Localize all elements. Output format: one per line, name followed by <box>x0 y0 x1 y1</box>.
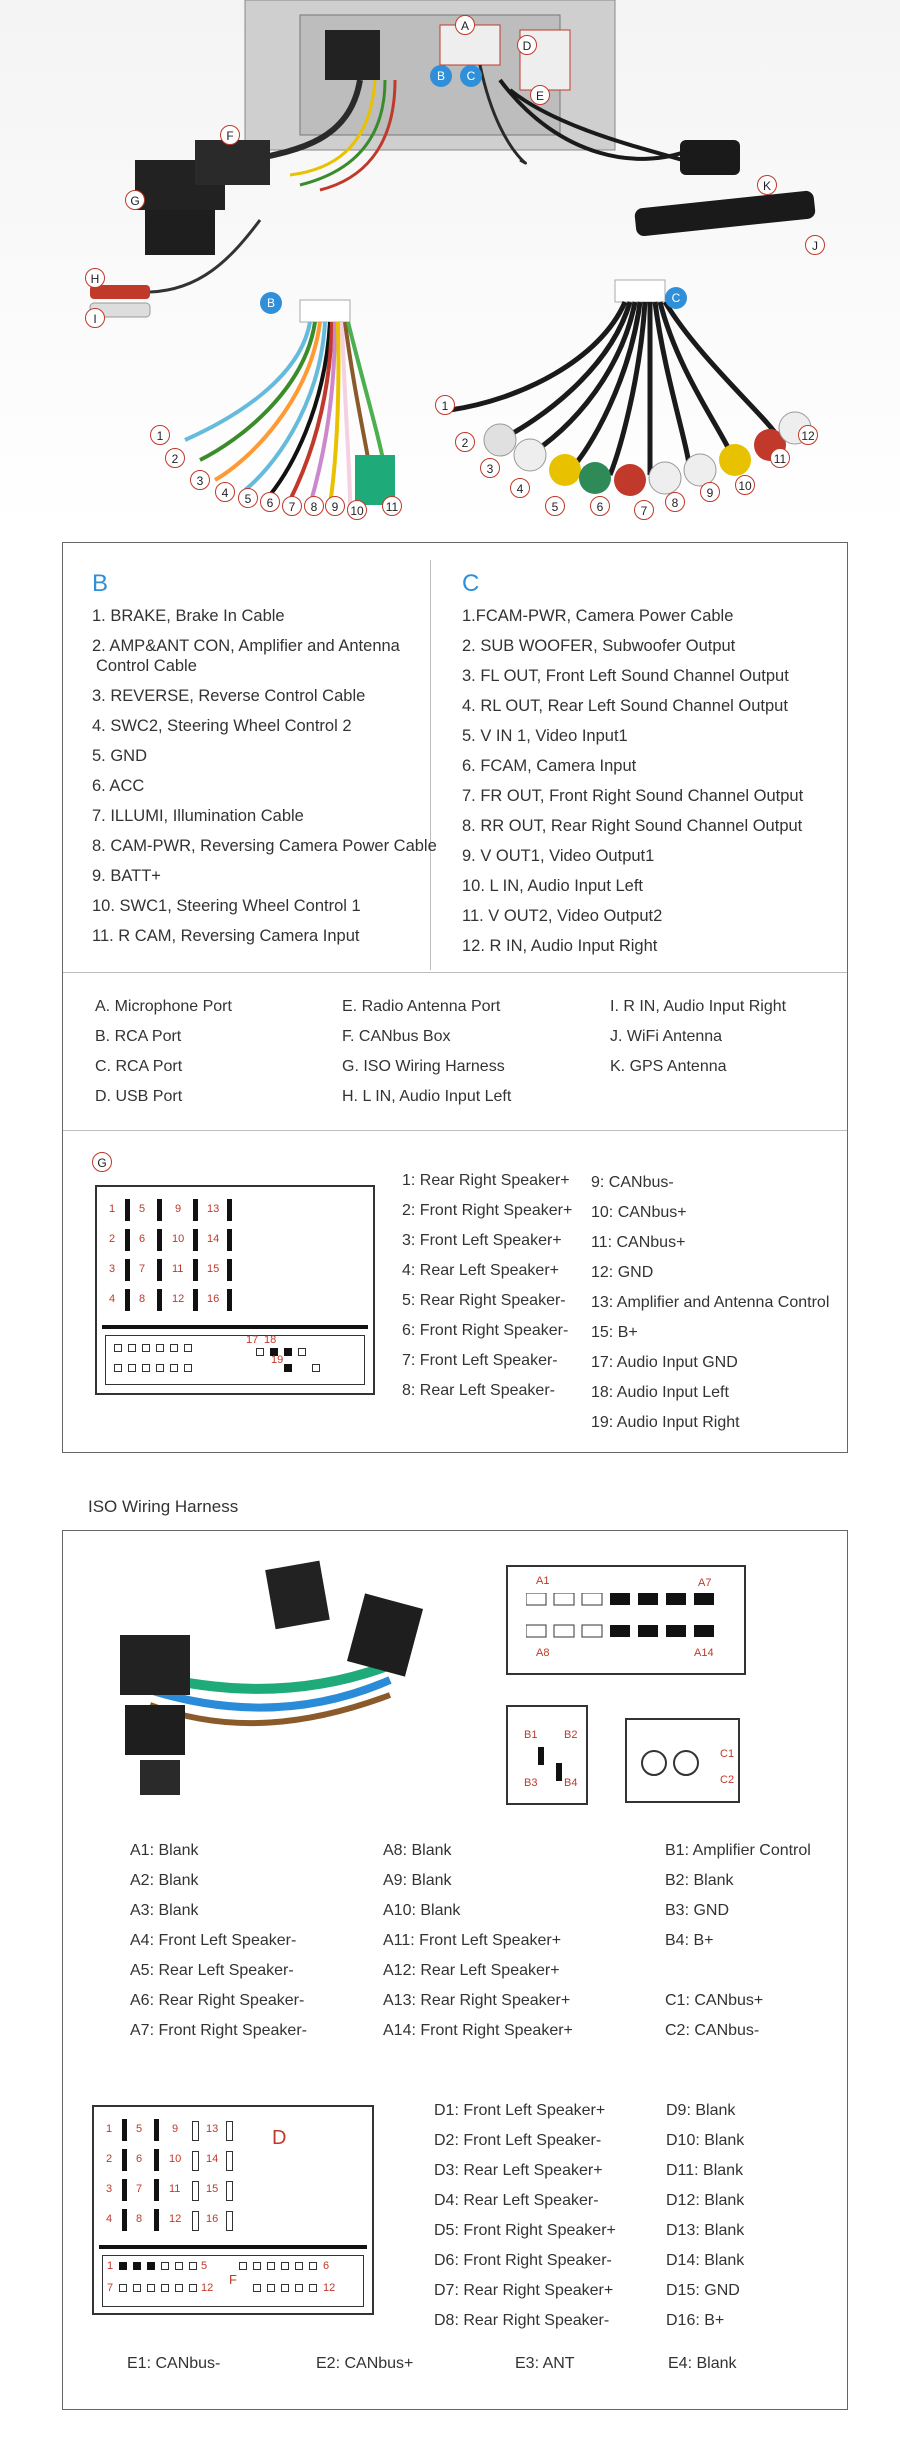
d-pin-block <box>154 2209 159 2231</box>
d-col2-8: D16: B+ <box>666 2312 725 2329</box>
g-slot <box>142 1344 150 1352</box>
c-item-2: 2. SUB WOOFER, Subwoofer Output <box>462 637 736 655</box>
d-col2-3: D11: Blank <box>666 2162 744 2179</box>
c-item-3: 3. FL OUT, Front Left Sound Channel Output <box>462 667 789 685</box>
d-col1-3: D3: Rear Left Speaker+ <box>434 2162 603 2179</box>
c-item-8: 8. RR OUT, Rear Right Sound Channel Output <box>462 817 803 835</box>
b-label-b4: B4 <box>564 1777 578 1789</box>
b-pin <box>538 1747 544 1765</box>
e-item-4: E4: Blank <box>668 2355 737 2372</box>
g-pin-1: 1 <box>109 1203 116 1215</box>
c-item-6: 6. FCAM, Camera Input <box>462 757 637 775</box>
d-pin-block <box>122 2179 127 2201</box>
f-slot <box>253 2284 261 2292</box>
d-pin-block <box>154 2149 159 2171</box>
b-item-11: 11. R CAM, Reversing Camera Input <box>92 927 360 945</box>
g-col2-6: 15: B+ <box>591 1324 638 1341</box>
g-pin-block <box>125 1199 130 1221</box>
d-pin-6: 6 <box>136 2153 143 2165</box>
d-col1-6: D6: Front Right Speaker- <box>434 2252 612 2269</box>
d-pin-block <box>122 2119 127 2141</box>
a-col1-4: A4: Front Left Speaker- <box>130 1932 297 1949</box>
c-round-port <box>641 1750 667 1776</box>
b-col-3: B3: GND <box>665 1902 730 1919</box>
d-connector-label: D <box>272 2127 287 2149</box>
d-pin-block <box>154 2119 159 2141</box>
port-e: E. Radio Antenna Port <box>342 998 501 1015</box>
b-item-7: 7. ILLUMI, Illumination Cable <box>92 807 304 825</box>
connector-a-slots <box>526 1593 726 1647</box>
f-slot <box>175 2284 183 2292</box>
g-slot <box>114 1364 122 1372</box>
a-col1-7: A7: Front Right Speaker- <box>130 2022 307 2039</box>
d-pin-14: 14 <box>206 2153 219 2165</box>
a-col2-4: A11: Front Left Speaker+ <box>383 1932 562 1949</box>
d-pin-16: 16 <box>206 2213 219 2225</box>
g-slot <box>114 1344 122 1352</box>
c-item-11: 11. V OUT2, Video Output2 <box>462 907 663 925</box>
callout-j: J <box>805 235 825 255</box>
g-badge: G <box>92 1152 112 1172</box>
d-col1-2: D2: Front Left Speaker- <box>434 2132 602 2149</box>
d-pin-12: 12 <box>169 2213 182 2225</box>
b-item-2: 2. AMP&ANT CON, Amplifier and Antenna <box>92 637 400 655</box>
wire-c-3: 3 <box>480 458 500 478</box>
c-item-4: 4. RL OUT, Rear Left Sound Channel Output <box>462 697 788 715</box>
g-connector-diagram <box>95 1185 375 1395</box>
a-col2-1: A8: Blank <box>383 1842 452 1859</box>
port-c: C. RCA Port <box>95 1058 183 1075</box>
b-item-4: 4. SWC2, Steering Wheel Control 2 <box>92 717 352 735</box>
callout-a: A <box>455 15 475 35</box>
callout-k: K <box>757 175 777 195</box>
f-slot <box>189 2284 197 2292</box>
d-pin-1: 1 <box>106 2123 113 2135</box>
g-slot <box>128 1344 136 1352</box>
b-item-10: 10. SWC1, Steering Wheel Control 1 <box>92 897 361 915</box>
e-item-2: E2: CANbus+ <box>316 2355 414 2372</box>
f-pin-12: 12 <box>201 2282 214 2294</box>
d-pin-block <box>122 2149 127 2171</box>
f-slot-filled <box>147 2262 155 2270</box>
a-col2-3: A10: Blank <box>383 1902 461 1919</box>
g-pin-block <box>125 1259 130 1281</box>
g-col1-2: 2: Front Right Speaker+ <box>402 1202 573 1219</box>
d-pin-block <box>154 2179 159 2201</box>
d-pin-3: 3 <box>106 2183 113 2195</box>
c-item-5: 5. V IN 1, Video Input1 <box>462 727 628 745</box>
f-slot <box>281 2284 289 2292</box>
iso-title: ISO Wiring Harness <box>88 1497 239 1516</box>
a-col2-7: A14: Front Right Speaker+ <box>383 2022 573 2039</box>
b-col-2: B2: Blank <box>665 1872 734 1889</box>
g-pin-block <box>193 1229 198 1251</box>
g-col2-7: 17: Audio Input GND <box>591 1354 738 1371</box>
badge-c: C <box>665 287 687 309</box>
g-pin-19: 19 <box>271 1354 284 1366</box>
d-col1-8: D8: Rear Right Speaker- <box>434 2312 610 2329</box>
wire-c-4: 4 <box>510 478 530 498</box>
g-pin-block <box>125 1229 130 1251</box>
d-pin-outline <box>226 2121 233 2141</box>
f-pin-12b: 12 <box>323 2282 336 2294</box>
port-f: F. CANbus Box <box>342 1028 451 1045</box>
f-slot <box>309 2262 317 2270</box>
b-label-b1: B1 <box>524 1729 538 1741</box>
g-divider-bar <box>102 1325 368 1329</box>
g-slot <box>256 1348 264 1356</box>
b-item-3: 3. REVERSE, Reverse Control Cable <box>92 687 366 705</box>
b-item-8: 8. CAM-PWR, Reversing Camera Power Cable <box>92 837 437 855</box>
f-slot <box>239 2262 247 2270</box>
g-slot <box>156 1344 164 1352</box>
f-slot <box>267 2284 275 2292</box>
g-pin-15: 15 <box>207 1263 220 1275</box>
d-divider-bar <box>99 2245 367 2249</box>
port-b: B. RCA Port <box>95 1028 182 1045</box>
wire-c-9: 9 <box>700 482 720 502</box>
a-col2-5: A12: Rear Left Speaker+ <box>383 1962 560 1979</box>
g-col1-3: 3: Front Left Speaker+ <box>402 1232 562 1249</box>
d-pin-7: 7 <box>136 2183 143 2195</box>
wire-b-6: 6 <box>260 492 280 512</box>
g-slot <box>170 1344 178 1352</box>
b-c-divider <box>430 560 431 970</box>
b-item-2-cont: Control Cable <box>96 657 197 675</box>
callout-f: F <box>220 125 240 145</box>
port-h: H. L IN, Audio Input Left <box>342 1088 512 1105</box>
g-slot-filled <box>284 1364 292 1372</box>
wire-c-1: 1 <box>435 395 455 415</box>
g-slot <box>128 1364 136 1372</box>
g-slot <box>312 1364 320 1372</box>
a-col2-6: A13: Rear Right Speaker+ <box>383 1992 571 2009</box>
e-item-3: E3: ANT <box>515 2355 575 2372</box>
d-col1-5: D5: Front Right Speaker+ <box>434 2222 616 2239</box>
connector-a <box>506 1565 746 1675</box>
g-col1-7: 7: Front Left Speaker- <box>402 1352 558 1369</box>
section-c-heading: C <box>462 570 480 597</box>
g-pin-block <box>227 1259 232 1281</box>
g-pin-4: 4 <box>109 1293 116 1305</box>
d-pin-block <box>122 2209 127 2231</box>
iso-harness-illustration <box>110 1555 440 1815</box>
d-col2-1: D9: Blank <box>666 2102 736 2119</box>
callout-d: D <box>517 35 537 55</box>
g-slot <box>156 1364 164 1372</box>
c-item-12: 12. R IN, Audio Input Right <box>462 937 658 955</box>
f-pin-5: 5 <box>201 2260 208 2272</box>
c-label-c1: C1 <box>720 1748 735 1760</box>
g-pin-block <box>227 1229 232 1251</box>
f-pin-7: 7 <box>107 2282 114 2294</box>
g-pin-17: 17 <box>246 1334 259 1346</box>
d-pin-outline <box>226 2181 233 2201</box>
d-pin-10: 10 <box>169 2153 182 2165</box>
wire-b-1: 1 <box>150 425 170 445</box>
port-a: A. Microphone Port <box>95 998 232 1015</box>
g-pin-block <box>157 1229 162 1251</box>
d-col2-7: D15: GND <box>666 2282 740 2299</box>
f-slot <box>119 2284 127 2292</box>
a-label-a7: A7 <box>698 1577 712 1589</box>
divider-1 <box>63 972 847 973</box>
d-col2-6: D14: Blank <box>666 2252 745 2269</box>
d-pin-4: 4 <box>106 2213 113 2225</box>
g-pin-block <box>157 1199 162 1221</box>
d-pin-15: 15 <box>206 2183 219 2195</box>
wire-c-11: 11 <box>770 448 790 468</box>
g-pin-16: 16 <box>207 1293 220 1305</box>
g-pin-block <box>227 1289 232 1311</box>
g-pin-12: 12 <box>172 1293 185 1305</box>
g-pin-10: 10 <box>172 1233 185 1245</box>
c-item-1: 1.FCAM-PWR, Camera Power Cable <box>462 607 734 625</box>
a-label-a1: A1 <box>536 1575 550 1587</box>
callout-h: H <box>85 268 105 288</box>
f-slot <box>295 2284 303 2292</box>
a-col1-1: A1: Blank <box>130 1842 199 1859</box>
g-bottom-row <box>105 1335 365 1385</box>
wire-b-7: 7 <box>282 496 302 516</box>
c-item-10: 10. L IN, Audio Input Left <box>462 877 644 895</box>
g-col2-8: 18: Audio Input Left <box>591 1384 729 1401</box>
divider-2 <box>63 1130 847 1131</box>
wire-c-2: 2 <box>455 432 475 452</box>
badge-c-top: C <box>460 65 482 87</box>
g-slot <box>170 1364 178 1372</box>
g-col2-2: 10: CANbus+ <box>591 1204 687 1221</box>
f-pin-6: 6 <box>323 2260 330 2272</box>
g-col2-3: 11: CANbus+ <box>591 1234 686 1251</box>
c-round-port <box>673 1750 699 1776</box>
wire-b-8: 8 <box>304 496 324 516</box>
c-label-c2: C2 <box>720 1774 735 1786</box>
d-pin-outline <box>192 2211 199 2231</box>
a-label-a8: A8 <box>536 1647 550 1659</box>
wire-c-10: 10 <box>735 475 755 495</box>
f-slot <box>295 2262 303 2270</box>
d-pin-8: 8 <box>136 2213 143 2225</box>
g-pin-7: 7 <box>139 1263 146 1275</box>
a-col1-6: A6: Rear Right Speaker- <box>130 1992 305 2009</box>
wire-c-5: 5 <box>545 496 565 516</box>
g-pin-block <box>157 1259 162 1281</box>
c-item-9: 9. V OUT1, Video Output1 <box>462 847 655 865</box>
port-i: I. R IN, Audio Input Right <box>610 998 787 1015</box>
g-pin-13: 13 <box>207 1203 220 1215</box>
b-label-b2: B2 <box>564 1729 578 1741</box>
b-label-b3: B3 <box>524 1777 538 1789</box>
g-slot <box>298 1348 306 1356</box>
g-pin-14: 14 <box>207 1233 220 1245</box>
callout-i: I <box>85 308 105 328</box>
a-col1-5: A5: Rear Left Speaker- <box>130 1962 294 1979</box>
g-col1-1: 1: Rear Right Speaker+ <box>402 1172 570 1189</box>
callout-g: G <box>125 190 145 210</box>
f-pin-1: 1 <box>107 2260 114 2272</box>
g-slot <box>184 1364 192 1372</box>
port-g: G. ISO Wiring Harness <box>342 1058 505 1075</box>
badge-b-top: B <box>430 65 452 87</box>
g-slot-filled <box>284 1348 292 1356</box>
g-pin-block <box>227 1199 232 1221</box>
d-pin-11: 11 <box>169 2183 181 2195</box>
port-d: D. USB Port <box>95 1088 183 1105</box>
b-item-6: 6. ACC <box>92 777 145 795</box>
b-item-5: 5. GND <box>92 747 148 765</box>
d-connector-diagram <box>92 2105 374 2315</box>
port-j: J. WiFi Antenna <box>610 1028 723 1045</box>
f-bottom-row <box>102 2255 364 2307</box>
connector-c <box>625 1718 740 1803</box>
g-col2-9: 19: Audio Input Right <box>591 1414 740 1431</box>
wire-b-9: 9 <box>325 496 345 516</box>
b-pin <box>556 1763 562 1781</box>
g-pin-11: 11 <box>172 1263 184 1275</box>
f-slot <box>253 2262 261 2270</box>
f-slot <box>267 2262 275 2270</box>
g-col1-5: 5: Rear Right Speaker- <box>402 1292 566 1309</box>
g-pin-block <box>193 1259 198 1281</box>
f-connector-label: F <box>229 2272 237 2287</box>
g-col1-4: 4: Rear Left Speaker+ <box>402 1262 559 1279</box>
a-col1-3: A3: Blank <box>130 1902 199 1919</box>
wire-b-5: 5 <box>238 488 258 508</box>
g-pin-block <box>193 1289 198 1311</box>
c-col-1: C1: CANbus+ <box>665 1992 764 2009</box>
d-pin-outline <box>192 2181 199 2201</box>
wire-b-11: 11 <box>382 496 402 516</box>
f-slot <box>133 2284 141 2292</box>
d-pin-outline <box>192 2151 199 2171</box>
port-k: K. GPS Antenna <box>610 1058 727 1075</box>
wire-b-4: 4 <box>215 482 235 502</box>
product-photo <box>0 0 900 530</box>
wire-c-12: 12 <box>798 425 818 445</box>
d-pin-9: 9 <box>172 2123 179 2135</box>
f-slot <box>161 2262 169 2270</box>
g-pin-9: 9 <box>175 1203 182 1215</box>
f-slot-filled <box>119 2262 127 2270</box>
g-pin-block <box>157 1289 162 1311</box>
f-slot <box>161 2284 169 2292</box>
g-slot <box>142 1364 150 1372</box>
f-slot <box>281 2262 289 2270</box>
e-item-1: E1: CANbus- <box>127 2355 221 2372</box>
d-col1-1: D1: Front Left Speaker+ <box>434 2102 606 2119</box>
d-col1-4: D4: Rear Left Speaker- <box>434 2192 599 2209</box>
wire-b-3: 3 <box>190 470 210 490</box>
badge-b: B <box>260 292 282 314</box>
callout-e: E <box>530 85 550 105</box>
g-pin-6: 6 <box>139 1233 146 1245</box>
d-col2-4: D12: Blank <box>666 2192 745 2209</box>
g-slot <box>184 1344 192 1352</box>
g-pin-5: 5 <box>139 1203 146 1215</box>
c-item-7: 7. FR OUT, Front Right Sound Channel Output <box>462 787 804 805</box>
wire-b-10: 10 <box>347 500 367 520</box>
b-col-1: B1: Amplifier Control <box>665 1842 811 1859</box>
g-pin-18: 18 <box>264 1334 277 1346</box>
d-pin-outline <box>226 2151 233 2171</box>
wire-c-6: 6 <box>590 496 610 516</box>
f-slot <box>309 2284 317 2292</box>
g-col1-8: 8: Rear Left Speaker- <box>402 1382 555 1399</box>
d-pin-outline <box>226 2211 233 2231</box>
wire-c-8: 8 <box>665 492 685 512</box>
a-col1-2: A2: Blank <box>130 1872 199 1889</box>
wire-c-7: 7 <box>634 500 654 520</box>
g-pin-8: 8 <box>139 1293 146 1305</box>
d-col2-5: D13: Blank <box>666 2222 745 2239</box>
g-pin-block <box>193 1199 198 1221</box>
g-pin-2: 2 <box>109 1233 116 1245</box>
d-pin-2: 2 <box>106 2153 113 2165</box>
f-slot <box>175 2262 183 2270</box>
b-col-4: B4: B+ <box>665 1932 714 1949</box>
c-col-2: C2: CANbus- <box>665 2022 760 2039</box>
f-slot-filled <box>133 2262 141 2270</box>
g-pin-block <box>125 1289 130 1311</box>
d-col1-7: D7: Rear Right Speaker+ <box>434 2282 614 2299</box>
f-slot <box>147 2284 155 2292</box>
d-pin-13: 13 <box>206 2123 219 2135</box>
a-label-a14: A14 <box>694 1647 714 1659</box>
a-col2-2: A9: Blank <box>383 1872 452 1889</box>
d-pin-5: 5 <box>136 2123 143 2135</box>
g-pin-3: 3 <box>109 1263 116 1275</box>
section-b-heading: B <box>92 570 109 597</box>
g-col2-4: 12: GND <box>591 1264 654 1281</box>
d-pin-outline <box>192 2121 199 2141</box>
b-item-9: 9. BATT+ <box>92 867 161 885</box>
b-item-1: 1. BRAKE, Brake In Cable <box>92 607 285 625</box>
g-col1-6: 6: Front Right Speaker- <box>402 1322 569 1339</box>
g-col2-5: 13: Amplifier and Antenna Control <box>591 1294 830 1311</box>
connector-b <box>506 1705 588 1805</box>
d-col2-2: D10: Blank <box>666 2132 745 2149</box>
g-col2-1: 9: CANbus- <box>591 1174 674 1191</box>
wire-b-2: 2 <box>165 448 185 468</box>
f-slot <box>189 2262 197 2270</box>
